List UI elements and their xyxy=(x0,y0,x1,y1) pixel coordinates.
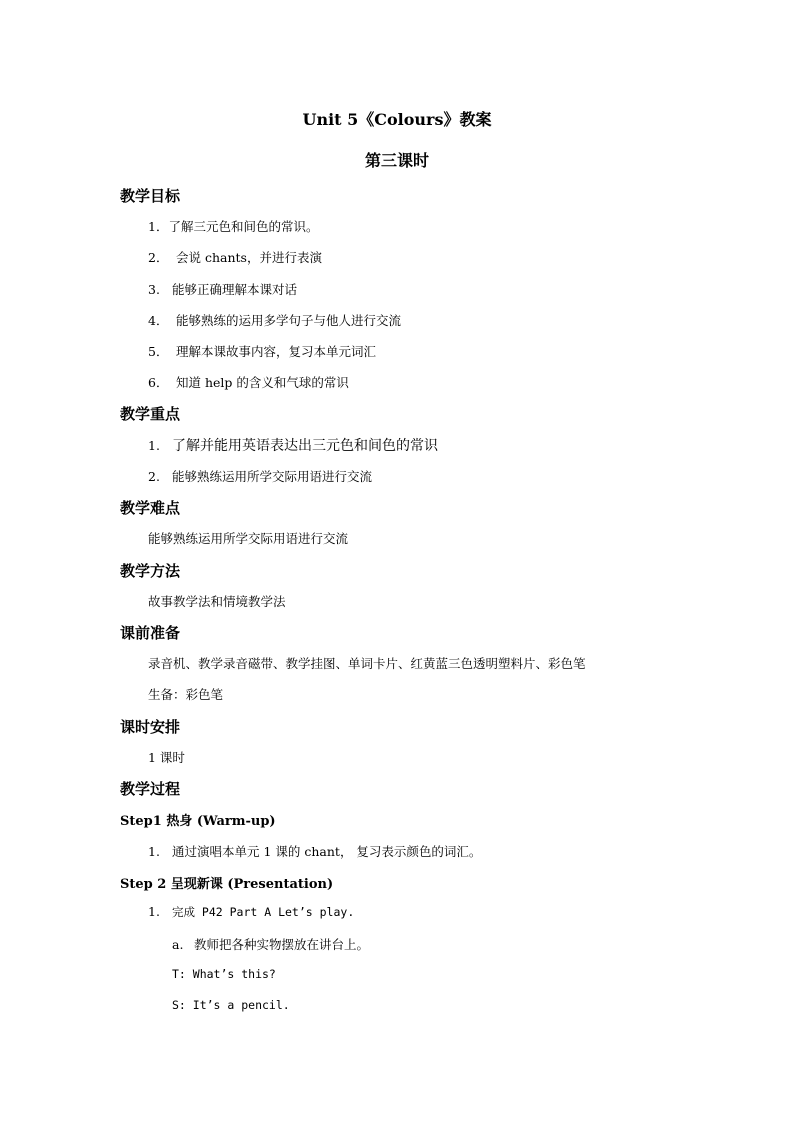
list-item-text: 完成 P42 Part A Let’s play. xyxy=(172,905,355,919)
list-item xyxy=(148,342,376,360)
list-item-number: 2. xyxy=(148,469,160,484)
list-item-text: 能够熟练运用所学交际用语进行交流 xyxy=(172,469,373,484)
list-item-number: 5． xyxy=(148,344,169,359)
list-item xyxy=(148,373,349,391)
list-item-text: 通过演唱本单元 1 课的 chant， 复习表示颜色的词汇。 xyxy=(172,844,482,859)
list-item-text: 了解三元色和间色的常识。 xyxy=(168,219,319,234)
list-item-number: 4． xyxy=(148,313,169,328)
list-item-number: 1. xyxy=(148,438,160,453)
document-subtitle: 第三课时 xyxy=(364,151,429,170)
list-item-number: 3. xyxy=(148,282,160,297)
list-item xyxy=(148,311,401,329)
list-item xyxy=(148,467,372,485)
list-item-text: 理解本课故事内容，复习本单元词汇 xyxy=(176,344,377,359)
sub-list-item xyxy=(172,935,369,953)
list-item-number: 6． xyxy=(148,375,169,390)
list-item-number: 1. xyxy=(148,904,160,919)
list-item-text: 会说 chants，并进行表演 xyxy=(176,250,322,265)
list-item xyxy=(148,842,481,860)
section-text-preparation-teacher: 录音机、教学录音磁带、教学挂图、单词卡片、红黄蓝三色透明塑料片、彩色笔 xyxy=(148,656,586,671)
section-heading-preparation: 课前准备 xyxy=(120,624,181,642)
list-item-text: 能够熟练的运用多学句子与他人进行交流 xyxy=(176,313,402,328)
section-heading-difficulties: 教学难点 xyxy=(120,499,181,517)
list-item-text: 知道 help 的含义和气球的常识 xyxy=(176,375,349,390)
section-heading-process: 教学过程 xyxy=(120,780,181,798)
list-item-text: 能够正确理解本课对话 xyxy=(172,282,298,297)
list-item-number: 1． xyxy=(148,219,169,234)
section-heading-objectives: 教学目标 xyxy=(120,187,181,205)
section-text-schedule: 1 课时 xyxy=(148,750,185,765)
section-heading-schedule: 课时安排 xyxy=(120,718,181,736)
section-text-methods: 故事教学法和情境教学法 xyxy=(148,594,286,609)
list-item-number: 2． xyxy=(148,250,169,265)
section-heading-methods: 教学方法 xyxy=(120,562,181,580)
dialog-line-teacher: T: What’s this? xyxy=(172,967,276,981)
sub-list-item-text: 教师把各种实物摆放在讲台上。 xyxy=(194,937,370,952)
list-item-text: 了解并能用英语表达出三元色和间色的常识 xyxy=(172,438,438,454)
list-item xyxy=(148,217,318,235)
list-item xyxy=(148,904,354,920)
section-heading-key-points: 教学重点 xyxy=(120,405,181,423)
list-item xyxy=(148,435,438,455)
list-item xyxy=(148,280,297,298)
list-item-number: 1. xyxy=(148,844,160,859)
section-text-preparation-student: 生备：彩色笔 xyxy=(148,687,224,702)
step-title-warm-up: Step1 热身 (Warm-up) xyxy=(120,814,276,829)
dialog-line-student: S: It’s a pencil. xyxy=(172,998,290,1012)
list-item xyxy=(148,248,322,266)
sub-list-item-letter: a. xyxy=(172,937,184,952)
step-title-presentation: Step 2 呈现新课 (Presentation) xyxy=(120,877,334,892)
document-title: Unit 5《Colours》教案 xyxy=(302,110,492,129)
section-text-difficulties: 能够熟练运用所学交际用语进行交流 xyxy=(148,531,349,546)
